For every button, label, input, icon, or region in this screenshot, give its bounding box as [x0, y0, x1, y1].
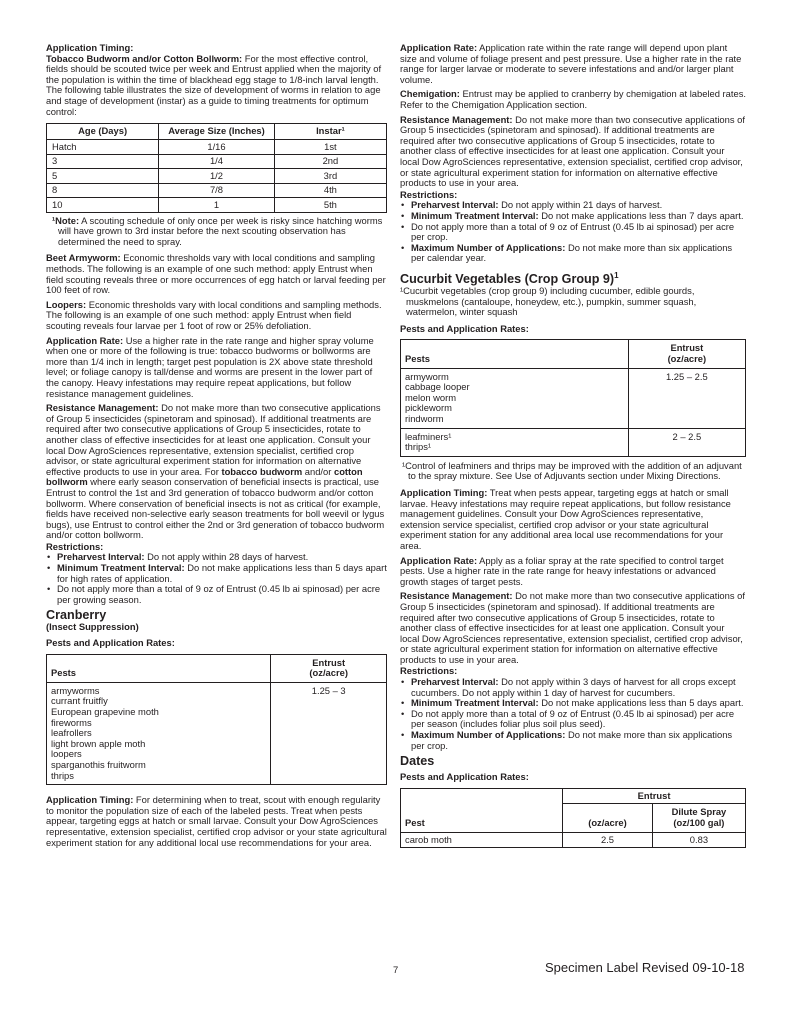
pest-name: European grapevine moth	[51, 706, 159, 717]
table-cell: 1/4	[159, 154, 275, 169]
application-rate-text: Use a higher rate in the rate range and higher spray volume when one or more of the following is true: tobacco budworms or bollworms are more than 1/4 inch in length; target pest population is 2X above state threshold level; or foliage canopy is tall/dense and worms are present in the lower part of the canopy. Heavy infestations may require repeat applications, but follow resistance management guidelines.	[46, 334, 374, 399]
dates-header-pest: Pest	[401, 788, 563, 832]
header-line: Dilute Spray	[671, 806, 727, 818]
table-cell: 1/16	[159, 140, 275, 155]
restriction-label: Maximum Number of Applications:	[411, 241, 566, 253]
restriction-text: Do not apply within 21 days of harvest.	[498, 199, 663, 211]
pest-name: leafminers¹	[405, 430, 452, 442]
cranberry-timing-text: For determining when to treat, scout with enough regularity to monitor the population size of each of the labeled pests. Treat when pests appear, targeting eggs at hatch or small larvae. Consult your Dow AgroSciences representative, extension specialist, certified crop advisor or your state agricultural experiment station for any additional local use recommendations for your area.	[46, 794, 387, 848]
list-item	[400, 243, 746, 264]
dates-header-rate: (oz/acre)	[563, 804, 653, 832]
table-row	[47, 169, 387, 184]
cucurbit-rate: 1.25 – 2.5	[628, 368, 745, 428]
instar-header-row	[47, 124, 387, 140]
cucurbit-timing-paragraph	[400, 488, 746, 552]
cucurbit-restrictions-list	[400, 677, 746, 751]
cranberry-resistance-paragraph	[400, 115, 746, 189]
restriction-text: Do not apply within 28 days of harvest.	[144, 551, 309, 563]
table-cell: 1	[159, 198, 275, 213]
table-row	[401, 832, 746, 848]
pest-name: currant fruitfly	[51, 695, 108, 707]
cucurbit-title-sup: 1	[614, 270, 619, 280]
restrictions-heading: Restrictions:	[46, 540, 104, 552]
pest-name: thrips¹	[405, 441, 432, 453]
application-rate-paragraph	[46, 336, 387, 400]
dates-header-dilute	[652, 804, 745, 832]
cucurbit-rate-paragraph	[400, 556, 746, 588]
table-row	[401, 368, 746, 428]
list-item	[400, 222, 746, 243]
beet-armyworm-paragraph	[46, 253, 387, 295]
cranberry-rate: 1.25 – 3	[271, 682, 387, 784]
cucurbit-header-entrust	[628, 340, 745, 368]
table-cell: 4th	[274, 183, 386, 198]
beet-armyworm-text: Economic thresholds vary with local conditions and sampling methods. The following is an example of one such method: apply Entrust when field scouting reveals three or more occurrences of egg hatch or larval feeding per 100 feet of row.	[46, 252, 386, 296]
cranberry-resistance-text: Do not make more than two consecutive applications of Group 5 insecticides (spinetoram and spinosad). If additional treatments are required after two consecutive applications of Group 5 insecticides, rotate to another class of effective insecticides for at least one application. Consult your local Dow AgroSciences representative, extension specialist, certified crop advisor, or state agricultural experiment station for information on alternative effective products to use in your area.	[400, 113, 745, 189]
restriction-label: Preharvest Interval:	[57, 551, 145, 563]
list-item	[400, 709, 746, 730]
cranberry-resistance-heading: Resistance Management:	[400, 113, 513, 125]
instar-header-instar: Instar¹	[274, 124, 386, 140]
pest-name: rindworm	[405, 413, 444, 424]
pest-name: light brown apple moth	[51, 737, 146, 749]
chemigation-heading: Chemigation:	[400, 88, 460, 100]
revision-label: Specimen Label Revised 09-10-18	[545, 960, 745, 975]
cranberry-timing-paragraph	[46, 795, 387, 848]
pest-name: pickleworm	[405, 402, 452, 414]
instar-header-age: Age (Days)	[47, 124, 159, 140]
restriction-label: Preharvest Interval:	[411, 199, 499, 211]
table-cell: 7/8	[159, 183, 275, 198]
cranberry-restrictions-list	[400, 200, 746, 264]
restriction-text: Do not make applications less than 5 days apart.	[538, 697, 744, 709]
instar-note-text: A scouting schedule of only once per week is risky since hatching worms will have grown to 3rd instar before the next scouting observation has determined the need to spray.	[58, 214, 383, 247]
cucurbit-pest-list	[401, 368, 629, 428]
cucurbit-resistance-heading: Resistance Management:	[400, 590, 513, 602]
tobacco-heading: Tobacco Budworm and/or Cotton Bollworm:	[46, 52, 243, 64]
dates-table	[400, 788, 746, 848]
resistance-and: and/or	[302, 465, 334, 477]
restriction-text: Do not apply within 3 days of harvest for all crops except cucumbers. Do not apply within 1 day of harvest for cucumbers.	[411, 676, 736, 698]
header-line: Entrust	[312, 656, 346, 668]
cranberry-pest-list	[47, 682, 271, 784]
table-cell: 1st	[274, 140, 386, 155]
cucurbit-rate-text: Apply as a foliar spray at the rate specified to control target pests. Use a higher rate in the rate range for heavy infestations or advanced growth stages of target pests.	[400, 554, 724, 587]
cucurbit-timing-text: Treat when pests appear, targeting eggs at hatch or small larvae. Heavy infestations may require repeat applications, but follow resistance management guidelines. Consult your Dow AgroSciences representative, extension service specialist, certified crop advisor or your state agricultural experiment station for any additional area local use recommendations for your area.	[400, 486, 731, 551]
table-cell: 2.5	[563, 832, 653, 848]
pest-name: loopers	[51, 748, 82, 760]
cranberry-restrictions-heading: Restrictions:	[400, 188, 458, 200]
beet-armyworm-heading: Beet Armyworm:	[46, 252, 121, 264]
pest-name: melon worm	[405, 391, 457, 403]
resistance-text-continued: where early season conservation of beneficial insects is practical, use Entrust to control the 1st and 3rd generation of tobacco budworm and/or cotton bollworm. Where conservation of beneficial insects is not as critical (for example, fields have received non-selective early season treatments for boll weevil or lygus bugs), use Entrust to control either the 2nd or 3rd generation of tobacco budworm and/or cotton bollworm.	[46, 476, 385, 541]
table-cell: Hatch	[47, 140, 159, 155]
application-timing-title: Application Timing:	[46, 42, 134, 53]
restriction-label: Minimum Treatment Interval:	[57, 562, 185, 574]
table-cell: 5	[47, 169, 159, 184]
cucurbit-resistance-paragraph	[400, 591, 746, 665]
chemigation-paragraph	[400, 89, 746, 110]
instar-note-heading: ¹Note:	[52, 214, 80, 226]
header-line: (oz/acre)	[309, 667, 348, 679]
tobacco-paragraph	[46, 54, 387, 118]
restriction-text: Do not make more than six applications per calendar year.	[411, 241, 733, 264]
right-column	[400, 43, 746, 852]
restriction-label: Minimum Treatment Interval:	[411, 697, 539, 709]
loopers-paragraph	[46, 300, 387, 332]
cucurbit-table	[400, 339, 746, 456]
cranberry-header-pests: Pests	[47, 654, 271, 682]
pest-name: sparganothis fruitworm	[51, 758, 146, 770]
list-item	[46, 584, 387, 605]
cucurbit-title-text: Cucurbit Vegetables (Crop Group 9)	[400, 272, 615, 287]
table-cell: 3	[47, 154, 159, 169]
dates-title: Dates	[400, 754, 435, 769]
pest-name: thrips	[51, 769, 74, 781]
resistance-paragraph	[46, 403, 387, 541]
table-row	[47, 682, 387, 784]
list-item	[400, 677, 746, 698]
cucurbit-pest-list	[401, 428, 629, 456]
cucurbit-timing-heading: Application Timing:	[400, 486, 488, 498]
restriction-text: Do not make more than six applications per crop.	[411, 729, 733, 751]
table-row	[47, 140, 387, 155]
list-item	[46, 563, 387, 584]
restriction-text: Do not apply more than a total of 9 oz of Entrust (0.45 lb ai spinosad) per acre per season (includes foliar plus soil plus seed).	[411, 707, 735, 730]
cranberry-header-row	[47, 654, 387, 682]
cranberry-title: Cranberry	[46, 608, 107, 623]
cucurbit-header-pests: Pests	[401, 340, 629, 368]
cucurbit-rate: 2 – 2.5	[628, 428, 745, 456]
cranberry-timing-heading: Application Timing:	[46, 794, 134, 806]
table-row	[401, 428, 746, 456]
pest-name: cabbage looper	[405, 381, 470, 393]
cucurbit-header-row	[401, 340, 746, 368]
header-line: (oz/100 gal)	[673, 817, 725, 828]
pest-name: armyworms	[51, 684, 100, 696]
dates-header-entrust: Entrust	[563, 788, 746, 804]
tobacco-text: For the most effective control, fields should be scouted twice per week and Entrust applied when the majority of the population is within the time of blackhead egg stage to 1/8-inch larval length. The following table illustrates the size of development of worms in relation to age and stage of development (instar) as a guide to timing treatments for optimum control:	[46, 52, 382, 117]
table-cell: 8	[47, 183, 159, 198]
cranberry-header-entrust	[271, 654, 387, 682]
restriction-label: Minimum Treatment Interval:	[411, 209, 539, 221]
table-row	[47, 198, 387, 213]
instar-note	[48, 216, 387, 248]
loopers-text: Economic thresholds vary with local conditions and sampling methods. The following is an example of one such method: apply Entrust when field scouting reveals four larvae per 1 foot of row or 25% defoliation.	[46, 298, 382, 331]
cucurbit-rate-heading: Application Rate:	[400, 554, 478, 566]
restriction-text: Do not apply more than a total of 9 oz of Entrust (0.45 lb ai spinosad) per acre per crop.	[411, 220, 735, 243]
cranberry-rate-heading: Application Rate:	[400, 42, 478, 53]
tobacco-budworm-bold: tobacco budworm	[221, 465, 303, 477]
instar-header-size: Average Size (Inches)	[159, 124, 275, 140]
resistance-heading: Resistance Management:	[46, 402, 159, 414]
restriction-label: Maximum Number of Applications:	[411, 729, 566, 741]
header-line: Entrust	[670, 342, 704, 354]
dates-group-row	[401, 788, 746, 804]
table-row	[47, 183, 387, 198]
table-cell: 0.83	[652, 832, 745, 848]
cranberry-rate-paragraph	[400, 43, 746, 85]
cranberry-subtitle: (Insect Suppression)	[46, 621, 139, 633]
cucurbit-resistance-text: Do not make more than two consecutive applications of Group 5 insecticides (spinetoram and spinosad). If additional treatments are required after two consecutive applications of Group 5 insecticides, rotate to another class of effective insecticides for at least one application. Consult your local Dow AgroSciences representative, extension specialist, certified crop advisor, or state agricultural experiment station for information on alternative effective products to use in your area.	[400, 590, 745, 665]
chemigation-text: Entrust may be applied to cranberry by chemigation at labeled rates. Refer to the Chemigation Application section.	[400, 88, 746, 110]
restriction-label: Preharvest Interval:	[411, 676, 499, 688]
loopers-heading: Loopers:	[46, 298, 87, 310]
resistance-text: Do not make more than two consecutive applications of Group 5 insecticides (spinetoram and spinosad). If additional treatments are required after two consecutive applications of Group 5 insecticides, rotate to another class of effective insecticides for at least one application. Consult your local Dow AgroSciences representative, extension specialist, certified crop advisor, or state agricultural experiment station for information on alternative effective products to use in your area. For	[46, 402, 381, 477]
pest-name: fireworms	[51, 716, 92, 728]
cucurbit-title	[400, 269, 746, 286]
header-line: (oz/acre)	[667, 353, 707, 365]
cranberry-rate-text: Application rate within the rate range will depend upon plant size and volume of foliage present and pest pressure. Use a higher rate in the rate range for larger larvae or moderate to severe infestations and and/or larger plant volume.	[400, 42, 742, 85]
table-cell: 5th	[274, 198, 386, 213]
restriction-text: Do not apply more than a total of 9 oz of Entrust (0.45 lb ai spinosad) per acre per growing season.	[57, 583, 381, 605]
table-cell: 10	[47, 198, 159, 213]
cucurbit-restrictions-heading: Restrictions:	[400, 665, 458, 677]
table-cell: 2nd	[274, 154, 386, 169]
application-rate-heading: Application Rate:	[46, 334, 124, 346]
table-cell: 3rd	[274, 169, 386, 184]
cucurbit-pests-label: Pests and Application Rates:	[400, 322, 529, 334]
cucurbit-note: ¹Cucurbit vegetables (crop group 9) including cucumber, edible gourds, muskmelons (cantaloupe, honeydew, etc.), pumpkin, summer squash, watermelon, winter squash	[400, 285, 697, 318]
restriction-text: Do not make applications less than 7 days apart.	[538, 209, 744, 221]
instar-table	[46, 123, 387, 213]
pest-name: armyworm	[405, 370, 449, 382]
cucurbit-table-note: ¹Control of leafminers and thrips may be improved with the addition of an adjuvant to the spray mixture. See Use of Adjuvants section under Mixing Directions.	[402, 459, 742, 482]
cotton-bollworm-bold: cotton bollworm	[46, 465, 363, 488]
table-cell: 1/2	[159, 169, 275, 184]
dates-pests-label: Pests and Application Rates:	[400, 771, 529, 783]
restriction-text: Do not make applications less than 5 days apart for high rates of application.	[57, 562, 387, 584]
cranberry-pests-label: Pests and Application Rates:	[46, 637, 175, 649]
table-row	[47, 154, 387, 169]
restrictions-list	[46, 552, 387, 605]
list-item	[400, 730, 746, 751]
pest-name: leafrollers	[51, 727, 92, 739]
page-number: 7	[393, 965, 399, 976]
left-column	[46, 43, 387, 852]
table-cell: carob moth	[401, 832, 563, 848]
cranberry-table	[46, 654, 387, 786]
